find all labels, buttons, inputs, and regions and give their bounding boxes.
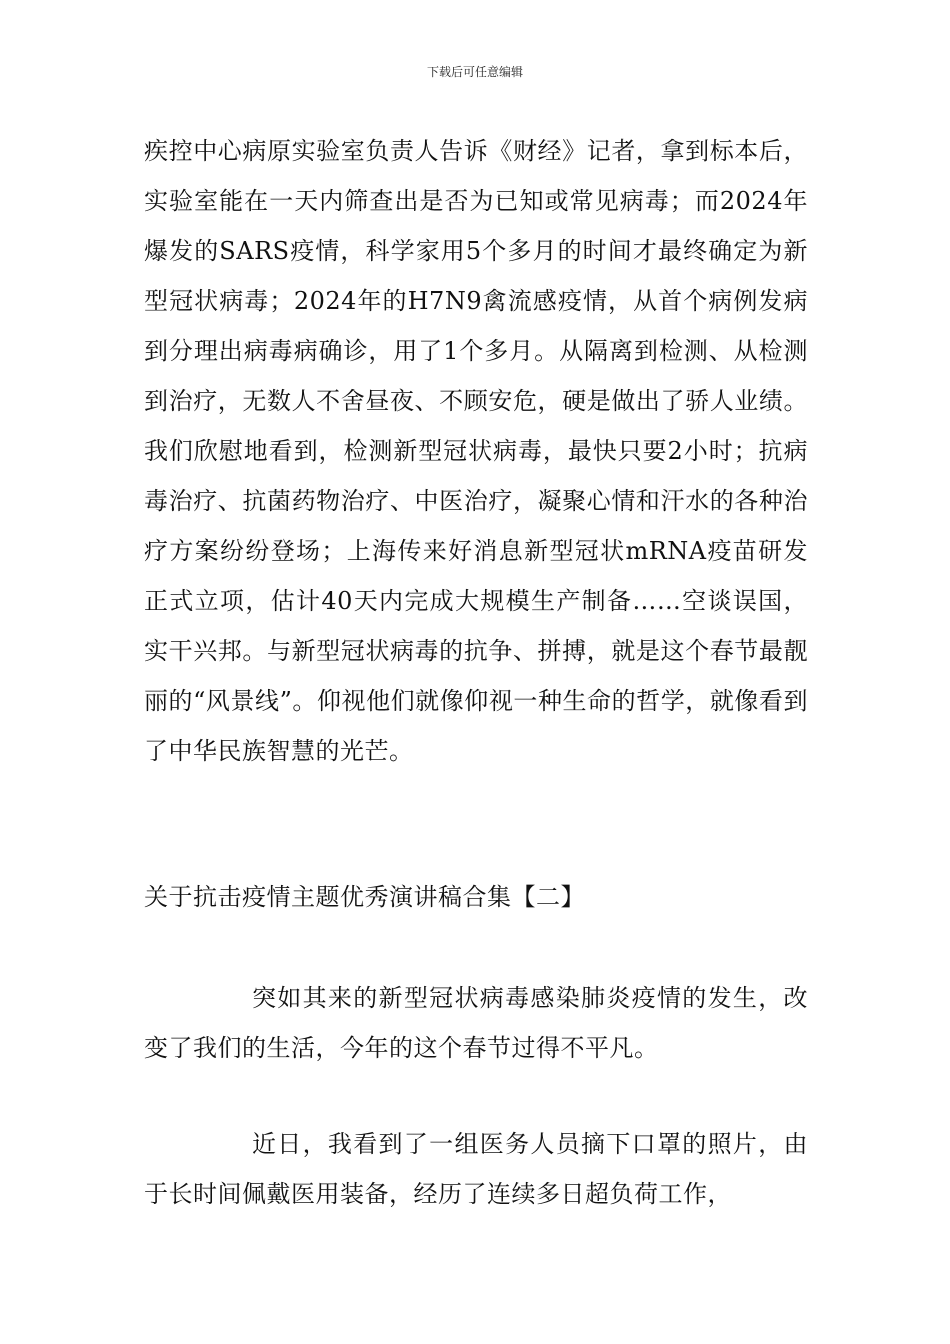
page-header: 下载后可任意编辑 xyxy=(426,65,523,79)
body-paragraph-2: 突如其来的新型冠状病毒感染肺炎疫情的发生，改变了我们的生活，今年的这个春节过得不平凡。 xyxy=(144,984,808,1062)
body-paragraph-1: 疾控中心病原实验室负责人告诉《财经》记者，拿到标本后，实验室能在一天内筛查出是否为已知或常见病毒；而2024年爆发的SARS疫情，科学家用5个多月的时间才最终确定为新型冠状病毒；2024年的H7N9禽流感疫情，从首个病例发病到分理出病毒病确诊，用了1个多月。从隔离到检测、从检测到治疗，无数人不舍昼夜、不顾安危，硬是做出了骄人业绩。我们欣慰地看到，检测新型冠状病毒，最快只要2小时；抗病毒治疗、抗菌药物治疗、中医治疗，凝聚心情和汗水的各种治疗方案纷纷登场；上海传来好消息新型冠状mRNA疫苗研发正式立项，估计40天内完成大规模生产制备……空谈误国，实干兴邦。与新型冠状病毒的抗争、拼搏，就是这个春节最靓丽的“风景线”。仰视他们就像仰视一种生命的哲学，就像看到了中华民族智慧的光芒。 xyxy=(144,137,808,765)
section-title: 关于抗击疫情主题优秀演讲稿合集【二】 xyxy=(144,883,585,911)
body-paragraph-3: 近日，我看到了一组医务人员摘下口罩的照片，由于长时间佩戴医用装备，经历了连续多日超负荷工作， xyxy=(144,1130,808,1208)
